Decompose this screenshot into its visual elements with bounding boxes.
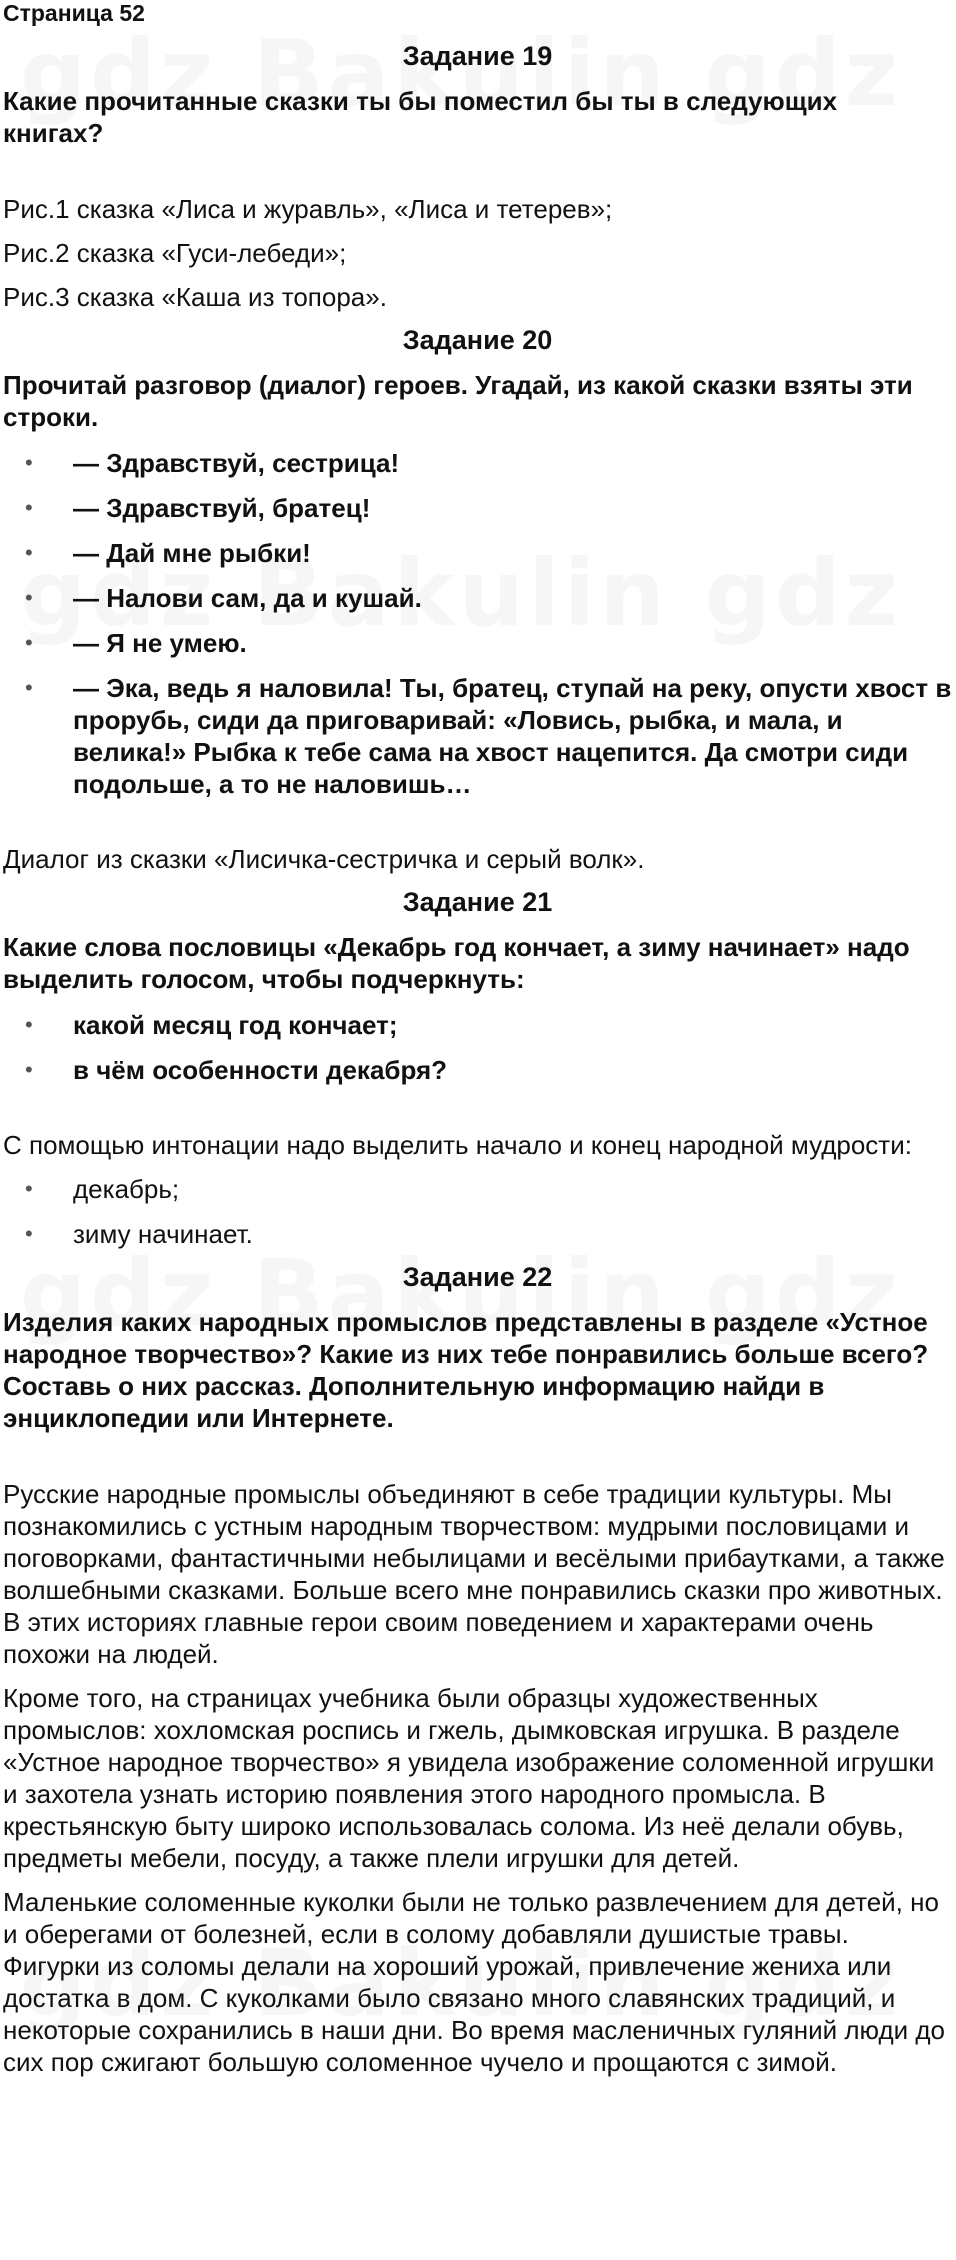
task-20-dialog-list <box>3 447 952 800</box>
task-19-answer-1: Рис.1 сказка «Лиса и журавль», «Лиса и тетерев»; <box>3 194 613 224</box>
task-22-title: Задание 22 <box>402 1262 553 1292</box>
list-item: • зиму начинает. <box>25 1219 253 1249</box>
bullet-icon: • <box>25 495 33 520</box>
bullet-icon: • <box>25 1057 33 1082</box>
task-19-answer-2: Рис.2 сказка «Гуси-лебеди»; <box>3 238 347 268</box>
task-22-paragraph: Маленькие соломенные куколки были не только развлечением для детей, но и оберегами от болезней, если в солому добавляли душистые травы. Фигурки из соломы делали на хороший урожай, привлечение жениха или достатка в дом. С куколками было связано много славянских традиций, и некоторые сохранились в наши дни. Во время масленичных гуляний люди до сих пор сжигают большую соломенное чучело и прощаются с зимой. <box>3 1887 946 2077</box>
task-20-title: Задание 20 <box>402 325 553 355</box>
bullet-icon: • <box>25 450 33 475</box>
task-21-answer-points <box>3 1173 952 1250</box>
dialog-line: • — Налови сам, да и кушай. <box>25 583 422 613</box>
bullet-icon: • <box>25 585 33 610</box>
list-item: • в чём особенности декабря? <box>25 1055 448 1085</box>
list-item: • какой месяц год кончает; <box>25 1010 398 1040</box>
bullet-icon: • <box>25 540 33 565</box>
task-20-question: Прочитай разговор (диалог) героев. Угадай, из какой сказки взяты эти строки. <box>3 370 913 432</box>
task-21-answer: С помощью интонации надо выделить начало и конец народной мудрости: <box>3 1130 912 1160</box>
dialog-line: • — Дай мне рыбки! <box>25 538 311 568</box>
task-22-paragraph: Русские народные промыслы объединяют в себе традиции культуры. Мы познакомились с устным народным творчеством: мудрыми пословицами и поговорками, фантастичными небылицами и весёлыми прибаутками, а также волшебными сказками. Больше всего мне понравились сказки про животных. В этих историях главные герои своим поведением и характерами очень похожи на людей. <box>3 1479 945 1669</box>
list-item: • декабрь; <box>25 1174 180 1204</box>
task-20-answer: Диалог из сказки «Лисичка-сестричка и серый волк». <box>3 844 645 874</box>
dialog-line: • — Эка, ведь я наловила! Ты, братец, ступай на реку, опусти хвост в прорубь, сиди да приговаривай: «Ловись, рыбка, и мала, и велика!» Рыбка к тебе сама на хвост нацепится. Да смотри сиди подольше, а то не наловишь… <box>25 673 952 799</box>
task-22-question: Изделия каких народных промыслов представлены в разделе «Устное народное творчество»? Какие из них тебе понравились больше всего? Составь о них рассказ. Дополнительную информацию найди в энциклопедии или Интернете. <box>3 1307 929 1433</box>
task-19-question: Какие прочитанные сказки ты бы поместил бы ты в следующих книгах? <box>3 86 838 148</box>
dialog-line: • — Здравствуй, сестрица! <box>25 448 400 478</box>
bullet-icon: • <box>25 1012 33 1037</box>
bullet-icon: • <box>25 630 33 655</box>
task-21-points <box>3 1009 952 1086</box>
bullet-icon: • <box>25 1221 33 1246</box>
task-22-paragraph: Кроме того, на страницах учебника были образцы художественных промыслов: хохломская роспись и гжель, дымковская игрушка. В разделе «Устное народное творчество» я увидела изображение соломенной игрушки и захотела узнать историю появления этого народного промысла. В крестьянскую быту широко использовалась солома. Из неё делали обувь, предметы мебели, посуду, а также плели игрушки для детей. <box>3 1683 935 1873</box>
task-19-title: Задание 19 <box>402 41 553 71</box>
page-title: Страница 52 <box>3 0 145 26</box>
dialog-line: • — Я не умею. <box>25 628 247 658</box>
task-21-question: Какие слова пословицы «Декабрь год кончает, а зиму начинает» надо выделить голосом, чтобы подчеркнуть: <box>3 932 910 994</box>
task-19-answer-3: Рис.3 сказка «Каша из топора». <box>3 282 387 312</box>
bullet-icon: • <box>25 675 33 700</box>
bullet-icon: • <box>25 1176 33 1201</box>
task-21-title: Задание 21 <box>402 887 553 917</box>
dialog-line: • — Здравствуй, братец! <box>25 493 371 523</box>
